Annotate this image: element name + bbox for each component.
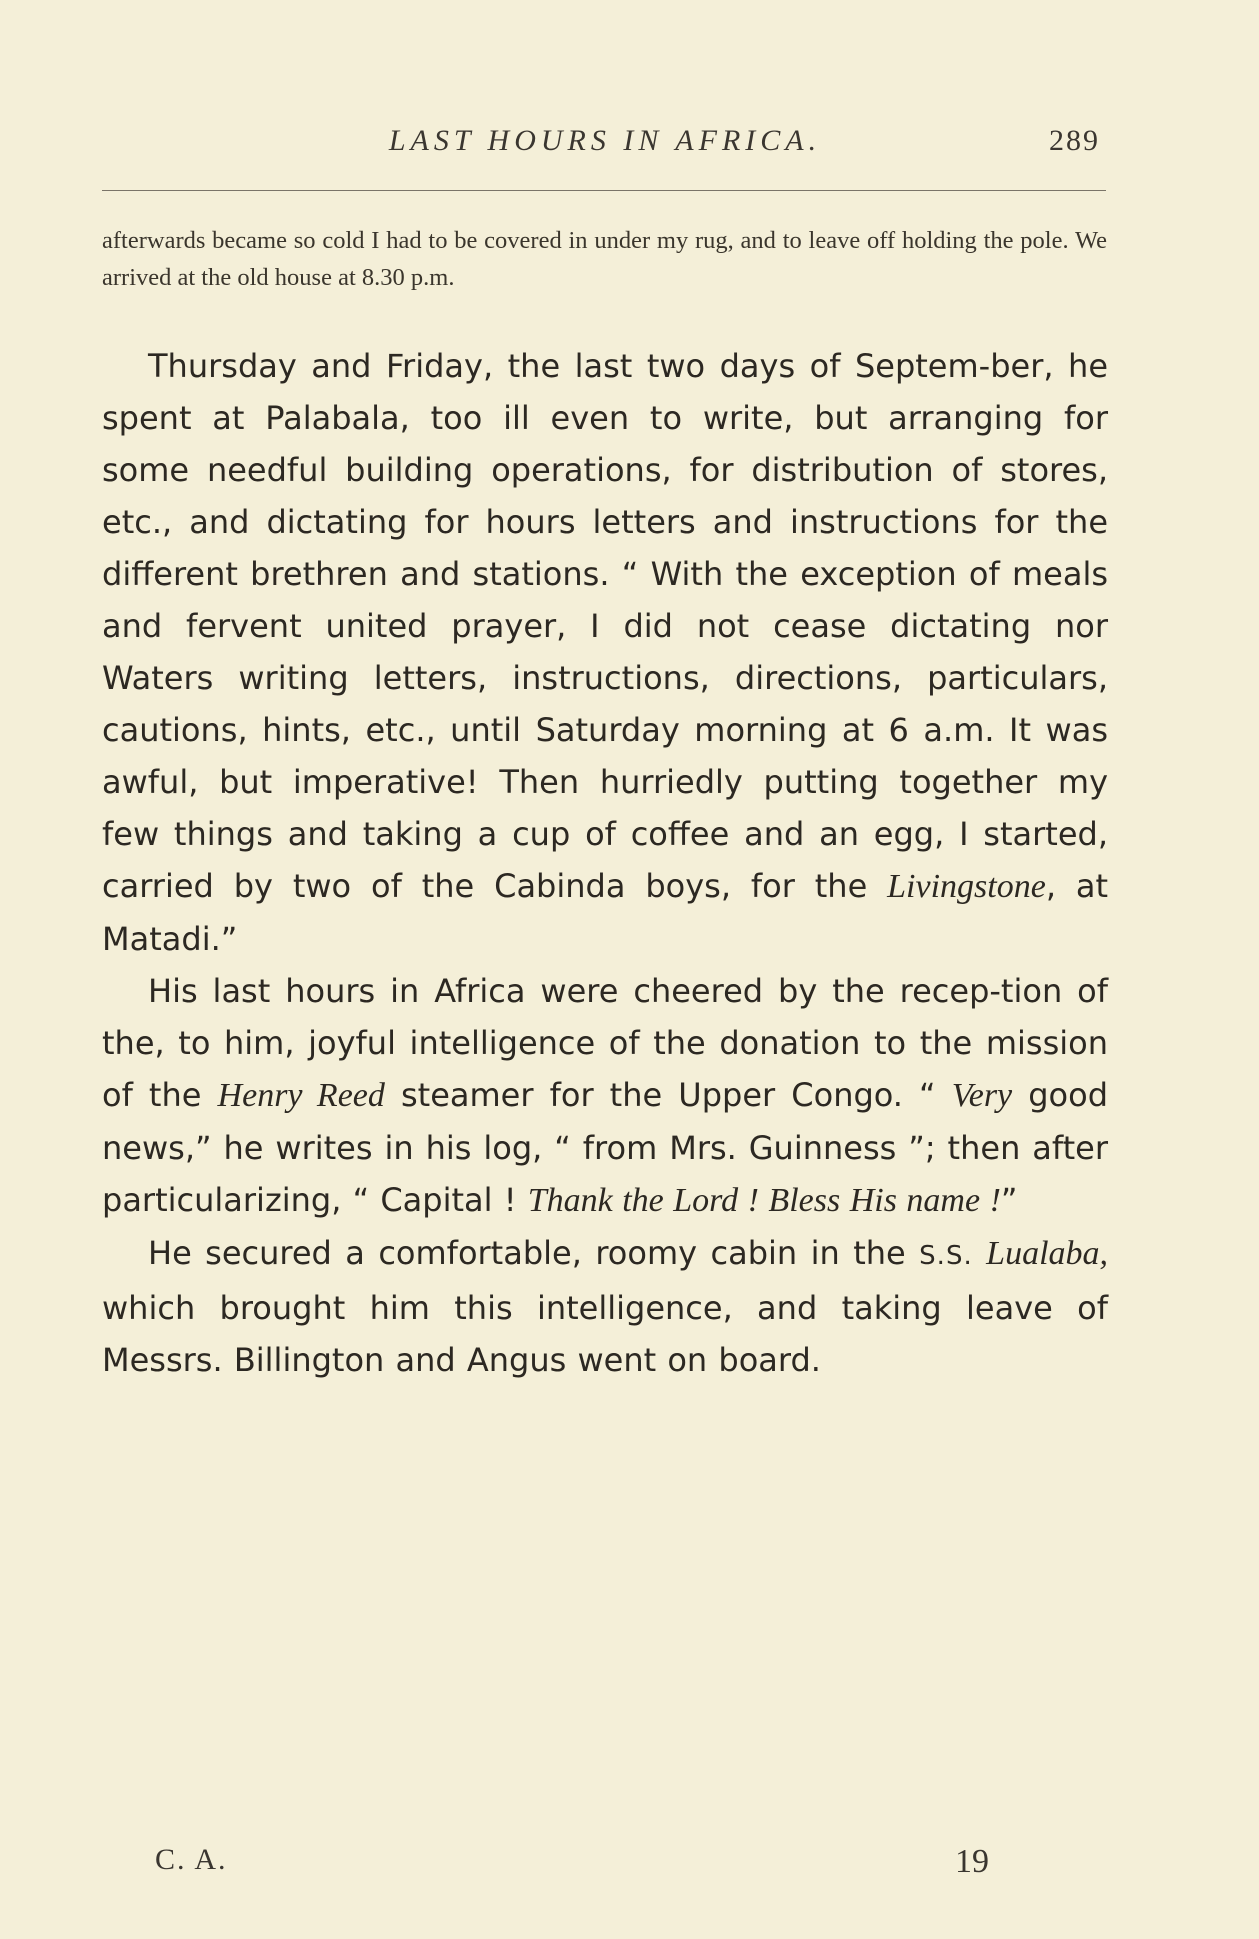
paragraph-1-text: Thursday and Friday, the last two days of Septem-ber, he spent at Palabala, too ill even to write, but arranging for some needful building operations, for distribution of stores, etc., and dictating for hours letters and instructions for the different brethren and stations. “ With the exception of meals and fervent united prayer, I did not cease dictating nor Waters writing letters, instructions, directions, particulars, cautions, hints, etc., until Saturday morning at 6 a.m. It was awful, but imperative! Then hurriedly putting together my few things and taking a cup of coffee and an egg, I started, carried by two of the Cabinda boys, for the bbox=[102, 347, 1108, 905]
body-text bbox=[102, 340, 1108, 1386]
extract-paragraph bbox=[102, 222, 1107, 296]
page-number: 289 bbox=[1049, 124, 1100, 157]
paragraph-1-italic: Livingstone bbox=[887, 868, 1046, 905]
paragraph-2-part-4: ” bbox=[1000, 1181, 1018, 1219]
running-head bbox=[100, 124, 1110, 164]
paragraph-2-italic-1: Henry Reed bbox=[217, 1077, 385, 1114]
paragraph-2-part-2: steamer for the Upper Congo. “ bbox=[384, 1076, 952, 1114]
sheet-number: 19 bbox=[955, 1843, 989, 1880]
page-footer bbox=[155, 1843, 1055, 1883]
paragraph-2-italic-3: Thank the Lord ! Bless His name ! bbox=[527, 1182, 1001, 1219]
paragraph-3-part-1: He secured a comfortable, roomy cabin in the bbox=[148, 1234, 920, 1272]
extract-text: afterwards became so cold I had to be covered in under my rug, and to leave off holding the pole. We arrived at the old house at 8.30 p.m. bbox=[102, 227, 1107, 291]
paragraph-2-italic-2: Very bbox=[951, 1077, 1013, 1114]
header-rule bbox=[102, 190, 1106, 191]
paragraph-2-part-1: His last hours in Africa were cheered by the recep-tion of the, to him, joyful intelligence of the donation to the mission of the bbox=[102, 972, 1108, 1114]
paragraph-1 bbox=[102, 340, 1108, 965]
paragraph-3-smallcaps: S.S. bbox=[919, 1241, 973, 1271]
signature-mark: C. A. bbox=[155, 1843, 228, 1876]
paragraph-1-tail: , at Matadi.” bbox=[102, 867, 1109, 958]
paragraph-3 bbox=[102, 1227, 1108, 1386]
paragraph-3-part-3: which brought him this intelligence, and taking leave of Messrs. Billington and Angus went on board. bbox=[102, 1289, 1108, 1379]
paragraph-2 bbox=[102, 965, 1108, 1227]
paragraph-2-part-3: good news,” he writes in his log, “ from Mrs. Guinness ”; then after particularizing, “ Capital ! bbox=[102, 1076, 1109, 1219]
paragraph-3-italic: Lualaba, bbox=[986, 1235, 1109, 1272]
paragraph-3-part-2 bbox=[973, 1234, 986, 1272]
running-title: LAST HOURS IN AFRICA. bbox=[388, 124, 822, 157]
